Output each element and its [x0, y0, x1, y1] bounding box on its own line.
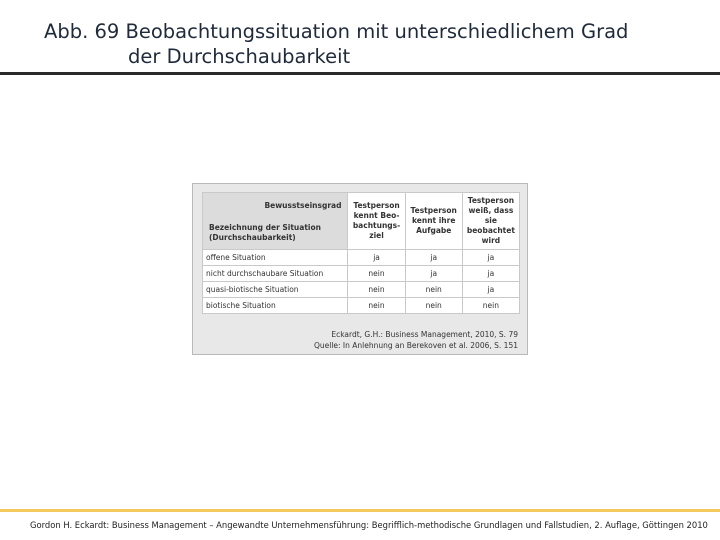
source-line-1: Eckardt, G.H.: Business Management, 2010, S. 79 — [331, 330, 518, 339]
column-header-observed: Testperson weiß, dass sie beobachtet wird — [462, 193, 519, 250]
table-row — [203, 298, 520, 314]
source-line-2: Quelle: In Anlehnung an Berekoven et al. 2006, S. 151 — [313, 341, 518, 350]
column-header-task: Testperson kennt ihre Aufgabe — [405, 193, 462, 250]
table-cell: ja — [462, 282, 519, 298]
title-divider — [0, 72, 720, 75]
row-label: offene Situation — [203, 250, 348, 266]
table-cell: ja — [348, 250, 405, 266]
table-header-row — [203, 193, 520, 250]
title-line-1: Abb. 69 Beobachtungssituation mit unterschiedlichem Grad — [44, 20, 629, 43]
column-header-goal: Testperson kennt Beo- bachtungs- ziel — [348, 193, 405, 250]
observation-situation-figure — [192, 183, 528, 355]
figure-source — [314, 329, 518, 351]
description-label: Bezeichnung der Situation (Durchschaubarkeit) — [209, 223, 321, 242]
situation-table — [202, 192, 520, 314]
table-cell: ja — [405, 266, 462, 282]
table-cell: nein — [348, 298, 405, 314]
table-cell: nein — [462, 298, 519, 314]
table-cell: nein — [348, 266, 405, 282]
footer-citation: Gordon H. Eckardt: Business Management – Angewandte Unternehmensführung: Begrifflich-methodische Grundlagen und Fallstudien, 2. Auflage, Göttingen 2010 — [30, 520, 708, 530]
table-cell: ja — [462, 250, 519, 266]
row-label: quasi-biotische Situation — [203, 282, 348, 298]
table-cell: nein — [405, 282, 462, 298]
table-cell: ja — [405, 250, 462, 266]
table-cell: ja — [462, 266, 519, 282]
row-label: nicht durchschaubare Situation — [203, 266, 348, 282]
table-cell: nein — [405, 298, 462, 314]
row-label: biotische Situation — [203, 298, 348, 314]
footer-divider — [0, 509, 720, 512]
table-row — [203, 266, 520, 282]
table-row — [203, 250, 520, 266]
awareness-label: Bewusstseinsgrad — [264, 201, 342, 210]
table-row — [203, 282, 520, 298]
header-label-cell — [203, 193, 348, 250]
title-line-2: der Durchschaubarkeit — [128, 45, 351, 68]
table-cell: nein — [348, 282, 405, 298]
